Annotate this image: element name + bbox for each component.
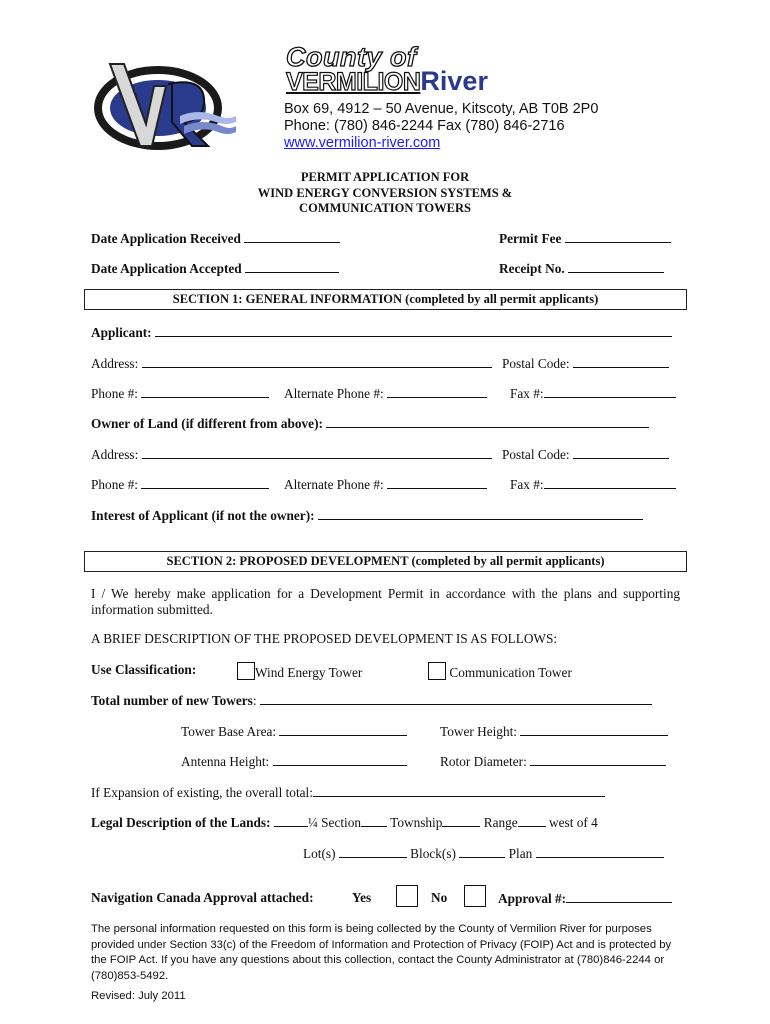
owner-row (91, 415, 680, 432)
quarter-field[interactable] (274, 814, 308, 827)
date-accepted-label: Date Application Accepted (91, 261, 242, 276)
county-logo-emblem (88, 46, 238, 156)
township-field[interactable] (442, 814, 480, 827)
owner-field[interactable] (326, 415, 649, 428)
date-accepted-field[interactable] (245, 260, 339, 273)
alt-phone-label: Alternate Phone #: (284, 386, 384, 401)
blocks-field[interactable] (459, 845, 505, 858)
address-row (91, 355, 680, 372)
expansion-row (91, 784, 680, 801)
expansion-label: If Expansion of existing, the overall total: (91, 785, 313, 800)
total-towers-colon: : (252, 693, 257, 708)
form-title (0, 170, 770, 217)
date-received-label: Date Application Received (91, 231, 241, 246)
owner-phone-field[interactable] (141, 476, 269, 489)
logo-word-vermilion: VERMILION (286, 68, 421, 96)
applicant-label: Applicant: (91, 325, 152, 340)
nav-yes-option (352, 890, 371, 906)
lots-label: Lot(s) (303, 846, 336, 861)
permit-fee-label: Permit Fee (499, 231, 562, 246)
postal-code-field[interactable] (573, 355, 669, 368)
form-title-line1: PERMIT APPLICATION FOR (300, 170, 470, 184)
owner-postal-code-label: Postal Code: (502, 447, 570, 462)
owner-postal-code-field[interactable] (573, 446, 669, 459)
owner-alt-phone-field[interactable] (387, 476, 487, 489)
approval-field[interactable] (566, 890, 672, 903)
owner-phone-row (91, 476, 680, 493)
range-field[interactable] (518, 814, 546, 827)
total-towers-label: Total number of new Towers (91, 693, 253, 708)
fax-field[interactable] (544, 385, 676, 398)
brief-description-heading: A BRIEF DESCRIPTION OF THE PROPOSED DEVELOPMENT IS AS FOLLOWS: (91, 631, 558, 646)
wind-energy-checkbox[interactable] (237, 662, 255, 680)
permit-fee-field[interactable] (565, 230, 671, 243)
nav-no-checkbox[interactable] (464, 885, 486, 907)
office-row-1 (91, 230, 680, 247)
antenna-height-label: Antenna Height: (181, 754, 270, 769)
tower-height-label: Tower Height: (440, 724, 517, 739)
nav-no-label: No (431, 890, 448, 905)
communication-tower-label: Communication Tower (449, 665, 572, 680)
logo-word-river: River (420, 66, 488, 96)
approval-label: Approval #: (498, 891, 567, 906)
phone-field[interactable] (141, 385, 269, 398)
address-label: Address: (91, 356, 139, 371)
tower-height-field[interactable] (520, 723, 668, 736)
receipt-no-label: Receipt No. (499, 261, 565, 276)
township-label: Township (390, 815, 443, 830)
nav-canada-label: Navigation Canada Approval attached: (91, 890, 314, 905)
section1-heading: SECTION 1: GENERAL INFORMATION (completed by all permit applicants) (84, 289, 687, 310)
address-field[interactable] (142, 355, 492, 368)
legal-description-label: Legal Description of the Lands: (91, 815, 271, 830)
county-phone: Phone: (780) 846-2244 Fax (780) 846-2716 (284, 118, 565, 134)
applicant-field[interactable] (155, 324, 672, 337)
owner-address-label: Address: (91, 447, 139, 462)
postal-code-label: Postal Code: (502, 356, 570, 371)
section2-intro: I / We hereby make application for a Development Permit in accordance with the plans and supporting information submitted. (91, 586, 680, 617)
owner-address-field[interactable] (142, 446, 492, 459)
plan-field[interactable] (536, 845, 664, 858)
legal-description-row (91, 814, 680, 831)
form-title-line3: COMMUNICATION TOWERS (299, 201, 471, 215)
applicant-row (91, 324, 680, 341)
rotor-diameter-label: Rotor Diameter: (440, 754, 527, 769)
owner-label: Owner of Land (if different from above): (91, 416, 323, 431)
wind-energy-label: Wind Energy Tower (255, 665, 363, 680)
owner-fax-label: Fax #: (510, 477, 544, 492)
blocks-label: Block(s) (410, 846, 456, 861)
date-received-field[interactable] (244, 230, 340, 243)
range-label: Range (483, 815, 518, 830)
section2-heading: SECTION 2: PROPOSED DEVELOPMENT (completed by all permit applicants) (84, 551, 687, 572)
county-address: Box 69, 4912 – 50 Avenue, Kitscoty, AB T0B 2P0 (284, 101, 599, 117)
fax-label: Fax #: (510, 386, 544, 401)
revision-date: Revised: July 2011 (91, 990, 186, 1002)
phone-row (91, 385, 680, 402)
expansion-field[interactable] (313, 784, 605, 797)
plan-label: Plan (508, 846, 533, 861)
form-title-line2: WIND ENERGY CONVERSION SYSTEMS & (257, 185, 513, 200)
nav-canada-row (91, 890, 680, 906)
base-area-label: Tower Base Area: (181, 724, 277, 739)
office-row-2 (91, 260, 680, 277)
west-of-label: west of 4 (549, 815, 598, 830)
use-classification-label: Use Classification: (91, 662, 197, 677)
phone-label: Phone #: (91, 386, 138, 401)
receipt-no-field[interactable] (568, 260, 664, 273)
county-website-link[interactable]: www.vermilion-river.com (284, 135, 441, 151)
alt-phone-field[interactable] (387, 385, 487, 398)
total-towers-field[interactable] (260, 692, 652, 705)
interest-label: Interest of Applicant (if not the owner): (91, 508, 315, 523)
interest-field[interactable] (318, 507, 643, 520)
owner-phone-label: Phone #: (91, 477, 138, 492)
section-field[interactable] (361, 814, 387, 827)
logo-line-county-of: County of (286, 42, 417, 72)
owner-address-row (91, 446, 680, 463)
privacy-notice: The personal information requested on this form is being collected by the County of Vermilion River for purposes provided under Section 33(c) of the Freedom of Information and Protection of Privacy (FOIP) Act and is protected by the FOIP Act. If you have any questions about this collection, contact the County Administrator at (780)846-2244 or (780)853-5492. (91, 923, 672, 982)
logo-wordmark (286, 42, 516, 102)
rotor-diameter-field[interactable] (530, 753, 666, 766)
total-towers-row (91, 692, 680, 709)
antenna-height-field[interactable] (273, 753, 407, 766)
interest-row (91, 507, 680, 524)
base-area-field[interactable] (279, 723, 407, 736)
quarter-section-label: ¼ Section (307, 815, 362, 830)
nav-yes-label: Yes (352, 890, 372, 905)
communication-tower-checkbox[interactable] (428, 662, 446, 680)
owner-fax-field[interactable] (544, 476, 676, 489)
nav-yes-checkbox[interactable] (396, 885, 418, 907)
owner-alt-phone-label: Alternate Phone #: (284, 477, 384, 492)
lots-field[interactable] (339, 845, 407, 858)
use-classification-row (91, 662, 680, 678)
